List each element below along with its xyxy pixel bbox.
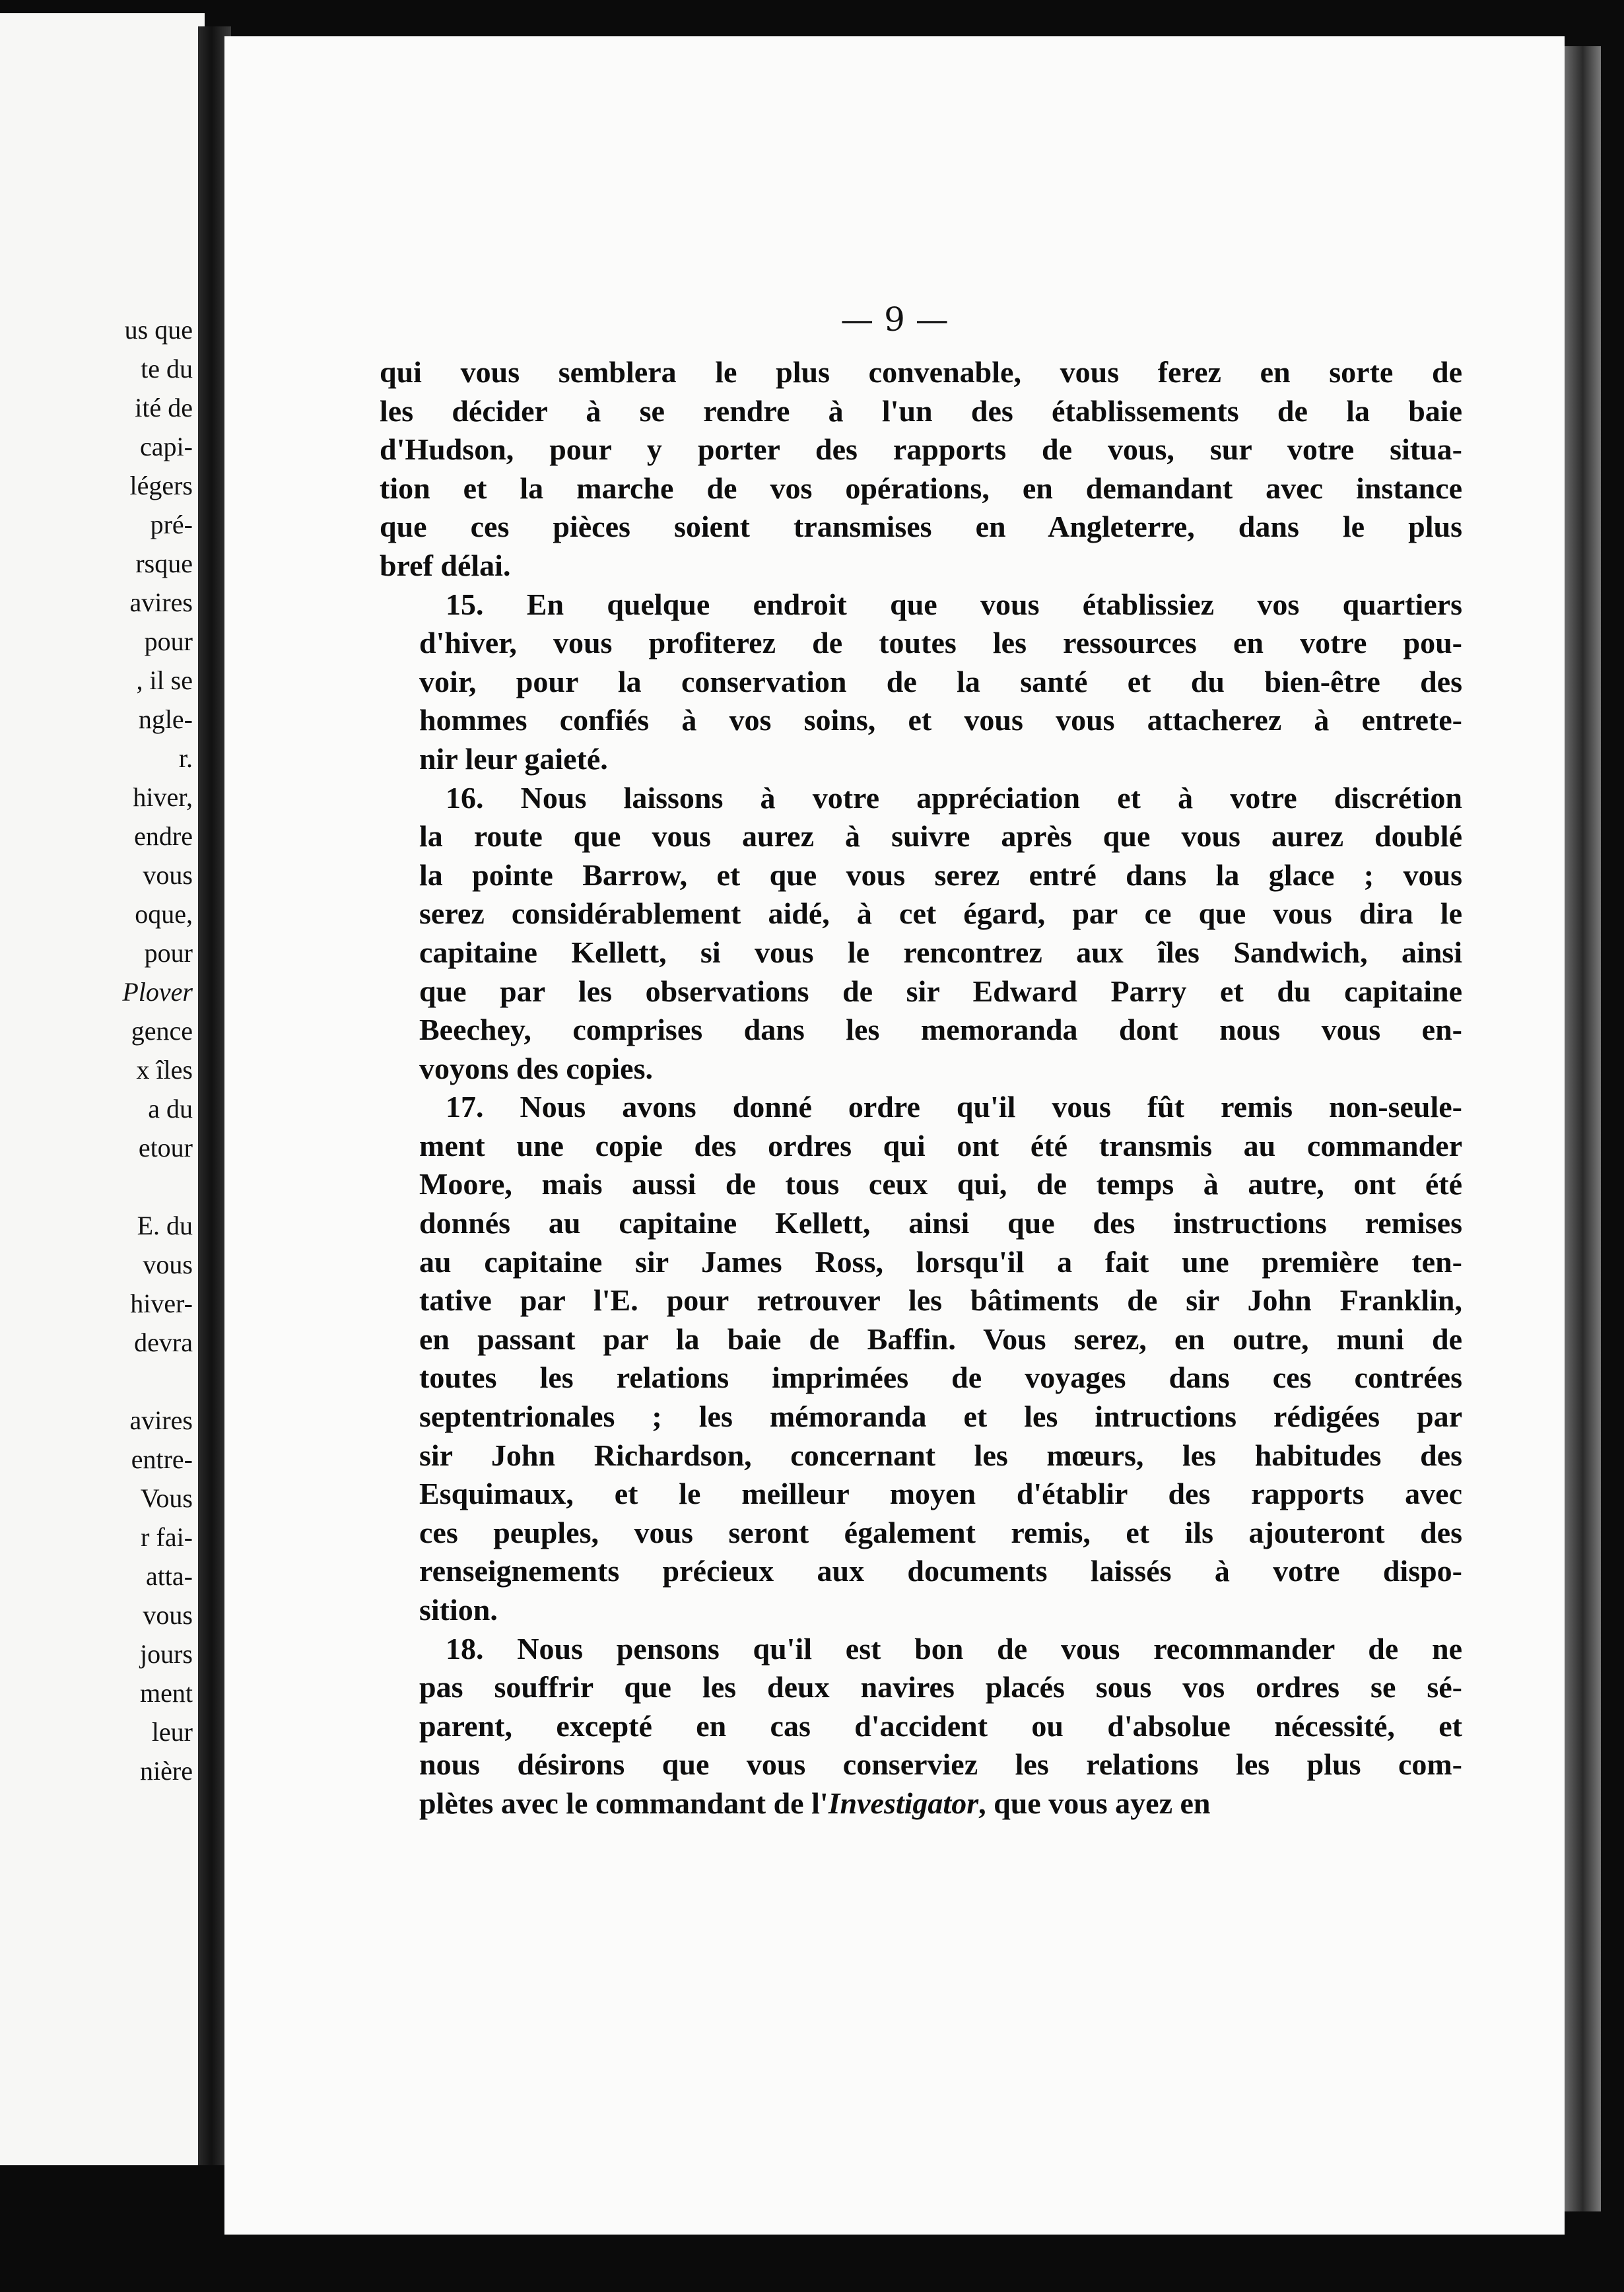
text-line: Moore, mais aussi de tous ceux qui, de temps à autre, ont été	[419, 1167, 1462, 1201]
facing-page-text-fragment: ngle-	[138, 704, 193, 734]
facing-page-text-fragment: hiver-	[130, 1289, 193, 1318]
facing-page	[0, 13, 205, 2165]
text-line: 16. Nous laissons à votre appréciation et à votre discrétion	[446, 780, 1462, 815]
paragraph	[380, 353, 1462, 586]
paragraph	[380, 586, 1462, 779]
facing-page-text-fragment: Plover	[122, 977, 193, 1007]
text-line: que par les observations de sir Edward Parry et du capitaine	[419, 974, 1462, 1008]
page-edge	[1565, 46, 1601, 2211]
facing-page-text-fragment: devra	[134, 1328, 193, 1357]
facing-page-text-fragment: r fai-	[141, 1522, 193, 1552]
text-line: voyons des copies.	[419, 1051, 653, 1085]
facing-page-text-fragment: capi-	[140, 432, 193, 461]
facing-page-text-fragment: etour	[138, 1133, 193, 1163]
facing-page-text-fragment: ité de	[135, 393, 193, 422]
paragraph	[380, 1088, 1462, 1629]
text-line: 17. Nous avons donné ordre qu'il vous fût remis non-seule-	[446, 1090, 1462, 1124]
facing-page-text-fragment: avires	[129, 588, 193, 617]
facing-page-text-fragment: ment	[140, 1678, 193, 1708]
text-line: parent, excepté en cas d'accident ou d'absolue nécessité, et	[419, 1708, 1462, 1743]
text-line: capitaine Kellett, si vous le rencontrez aux îles Sandwich, ainsi	[419, 935, 1462, 969]
facing-page-text-fragment: , il se	[136, 665, 193, 695]
text-line: sir John Richardson, concernant les mœurs, les habitudes des	[419, 1438, 1462, 1472]
text-line: la route que vous aurez à suivre après que vous aurez doublé	[419, 819, 1462, 854]
text-line: hommes confiés à vos soins, et vous vous attacherez à entrete-	[419, 703, 1462, 737]
text-line: sition.	[419, 1593, 498, 1627]
text-line: nous désirons que vous conserviez les relations les plus com-	[419, 1747, 1462, 1782]
facing-page-text-fragment: gence	[131, 1016, 193, 1046]
text-line: d'hiver, vous profiterez de toutes les ressources en votre pou-	[419, 626, 1462, 660]
facing-page-text-fragment: oque,	[135, 899, 193, 929]
book-page	[224, 36, 1565, 2235]
text-line: 15. En quelque endroit que vous établissiez vos quartiers	[446, 587, 1462, 621]
facing-page-text-fragment: a du	[148, 1094, 193, 1124]
text-line: nir leur gaieté.	[419, 741, 608, 776]
text-line: en passant par la baie de Baffin. Vous serez, en outre, muni de	[419, 1322, 1462, 1356]
page-number: — 9 —	[840, 300, 949, 339]
facing-page-text-fragment: pour	[144, 626, 193, 656]
text-line: serez considérablement aidé, à cet égard, par ce que vous dira le	[419, 896, 1462, 931]
facing-page-text-fragment: vous	[143, 1600, 193, 1630]
facing-page-text-fragment: entre-	[131, 1444, 193, 1474]
facing-page-text-fragment: vous	[143, 860, 193, 890]
facing-page-text-fragment: atta-	[145, 1561, 193, 1591]
text-line: la pointe Barrow, et que vous serez entré dans la glace ; vous	[419, 858, 1462, 892]
facing-page-text-fragment: Vous	[140, 1483, 193, 1513]
text-line: septentrionales ; les mémoranda et les intructions rédigées par	[419, 1399, 1462, 1434]
text-line: donnés au capitaine Kellett, ainsi que des instructions remises	[419, 1206, 1462, 1240]
text-line: les décider à se rendre à l'un des établissements de la baie	[380, 393, 1462, 428]
text-line: Esquimaux, et le meilleur moyen d'établir des rapports avec	[419, 1477, 1462, 1511]
facing-page-text-fragment: endre	[134, 821, 193, 851]
facing-page-text-fragment: hiver,	[133, 782, 193, 812]
text-line: au capitaine sir James Ross, lorsqu'il a fait une première ten-	[419, 1244, 1462, 1279]
facing-page-text-fragment: r.	[178, 743, 193, 773]
facing-page-text-fragment: nière	[140, 1756, 193, 1786]
text-line: tative par l'E. pour retrouver les bâtiments de sir John Franklin,	[419, 1283, 1462, 1318]
text-line: tion et la marche de vos opérations, en demandant avec instance	[380, 471, 1462, 505]
text-line: plètes avec le commandant de l'Investigator, que vous ayez en	[419, 1786, 1211, 1820]
facing-page-text-fragment: légers	[129, 471, 193, 500]
text-line: bref délai.	[380, 548, 511, 582]
facing-page-text-fragment: pour	[144, 938, 193, 968]
facing-page-text-fragment: avires	[129, 1405, 193, 1435]
text-line: qui vous semblera le plus convenable, vous ferez en sorte de	[380, 355, 1462, 389]
paragraph	[380, 1630, 1462, 1823]
page-body	[380, 353, 1462, 1823]
facing-page-text-fragment: leur	[151, 1717, 193, 1747]
text-line: que ces pièces soient transmises en Angleterre, dans le plus	[380, 510, 1462, 544]
text-line: renseignements précieux aux documents laissés à votre dispo-	[419, 1554, 1462, 1588]
text-line: 18. Nous pensons qu'il est bon de vous recommander de ne	[446, 1631, 1462, 1666]
facing-page-text-fragment: E. du	[137, 1211, 193, 1240]
facing-page-text-fragment: us que	[124, 315, 193, 345]
text-line: Beechey, comprises dans les memoranda dont nous vous en-	[419, 1013, 1462, 1047]
text-line: toutes les relations imprimées de voyages dans ces contrées	[419, 1361, 1462, 1395]
facing-page-text-fragment: jours	[140, 1639, 193, 1669]
text-line: pas souffrir que les deux navires placés sous vos ordres se sé-	[419, 1670, 1462, 1704]
text-line: ment une copie des ordres qui ont été transmis au commander	[419, 1128, 1462, 1163]
text-line: voir, pour la conservation de la santé et du bien-être des	[419, 664, 1462, 698]
text-line: ces peuples, vous seront également remis, et ils ajouteront des	[419, 1515, 1462, 1549]
facing-page-text-fragment: vous	[143, 1250, 193, 1279]
facing-page-text-fragment: te du	[141, 354, 193, 384]
paragraph	[380, 779, 1462, 1089]
facing-page-text-fragment: pré-	[150, 510, 193, 539]
text-line: d'Hudson, pour y porter des rapports de vous, sur votre situa-	[380, 432, 1462, 467]
facing-page-text-fragment: x îles	[136, 1055, 193, 1085]
facing-page-text-fragment: rsque	[135, 549, 193, 578]
